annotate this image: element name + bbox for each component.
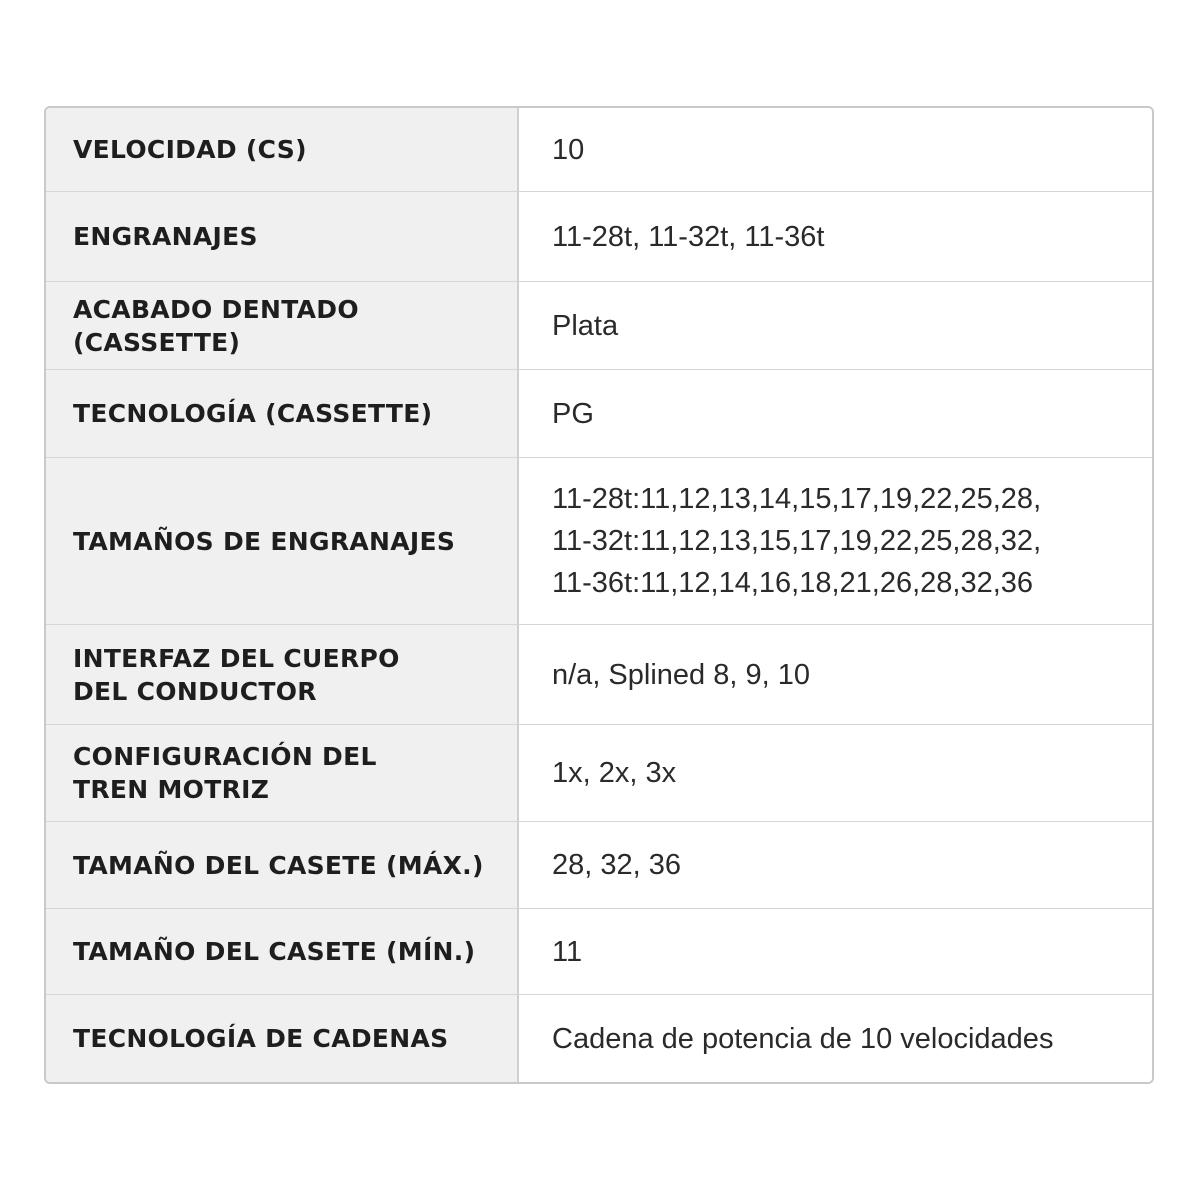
spec-row-cassette-min: [46, 908, 1152, 994]
spec-value: 28, 32, 36: [519, 822, 1152, 908]
spec-label: ENGRANAJES: [46, 192, 519, 281]
spec-row-gear-sizes: [46, 457, 1152, 624]
spec-value: Cadena de potencia de 10 velocidades: [519, 995, 1152, 1082]
spec-table: [44, 106, 1154, 1084]
spec-value: 10: [519, 108, 1152, 191]
spec-value: 11-28t, 11-32t, 11-36t: [519, 192, 1152, 281]
spec-value: PG: [519, 370, 1152, 457]
spec-value: Plata: [519, 282, 1152, 369]
spec-label: ACABADO DENTADO (CASSETTE): [46, 282, 519, 369]
spec-row-driver-interface: [46, 624, 1152, 724]
spec-value: 11: [519, 909, 1152, 994]
spec-row-chain-technology: [46, 994, 1152, 1082]
spec-row-gears: [46, 191, 1152, 281]
spec-value: 1x, 2x, 3x: [519, 725, 1152, 821]
spec-value: n/a, Splined 8, 9, 10: [519, 625, 1152, 724]
spec-row-speed: [46, 108, 1152, 191]
spec-row-drivetrain: [46, 724, 1152, 821]
spec-row-technology: [46, 369, 1152, 457]
spec-value: 11-28t:11,12,13,14,15,17,19,22,25,28, 11-32t:11,12,13,15,17,19,22,25,28,32, 11-36t:11,12,14,16,18,21,26,28,32,36: [519, 458, 1152, 624]
spec-row-cassette-max: [46, 821, 1152, 908]
spec-label: INTERFAZ DEL CUERPO DEL CONDUCTOR: [46, 625, 519, 724]
spec-label: TAMAÑO DEL CASETE (MÍN.): [46, 909, 519, 994]
spec-label: VELOCIDAD (CS): [46, 108, 519, 191]
spec-label: TECNOLOGÍA (CASSETTE): [46, 370, 519, 457]
spec-label: TAMAÑOS DE ENGRANAJES: [46, 458, 519, 624]
spec-label: TAMAÑO DEL CASETE (MÁX.): [46, 822, 519, 908]
spec-label: CONFIGURACIÓN DEL TREN MOTRIZ: [46, 725, 519, 821]
spec-row-finish: [46, 281, 1152, 369]
spec-label: TECNOLOGÍA DE CADENAS: [46, 995, 519, 1082]
